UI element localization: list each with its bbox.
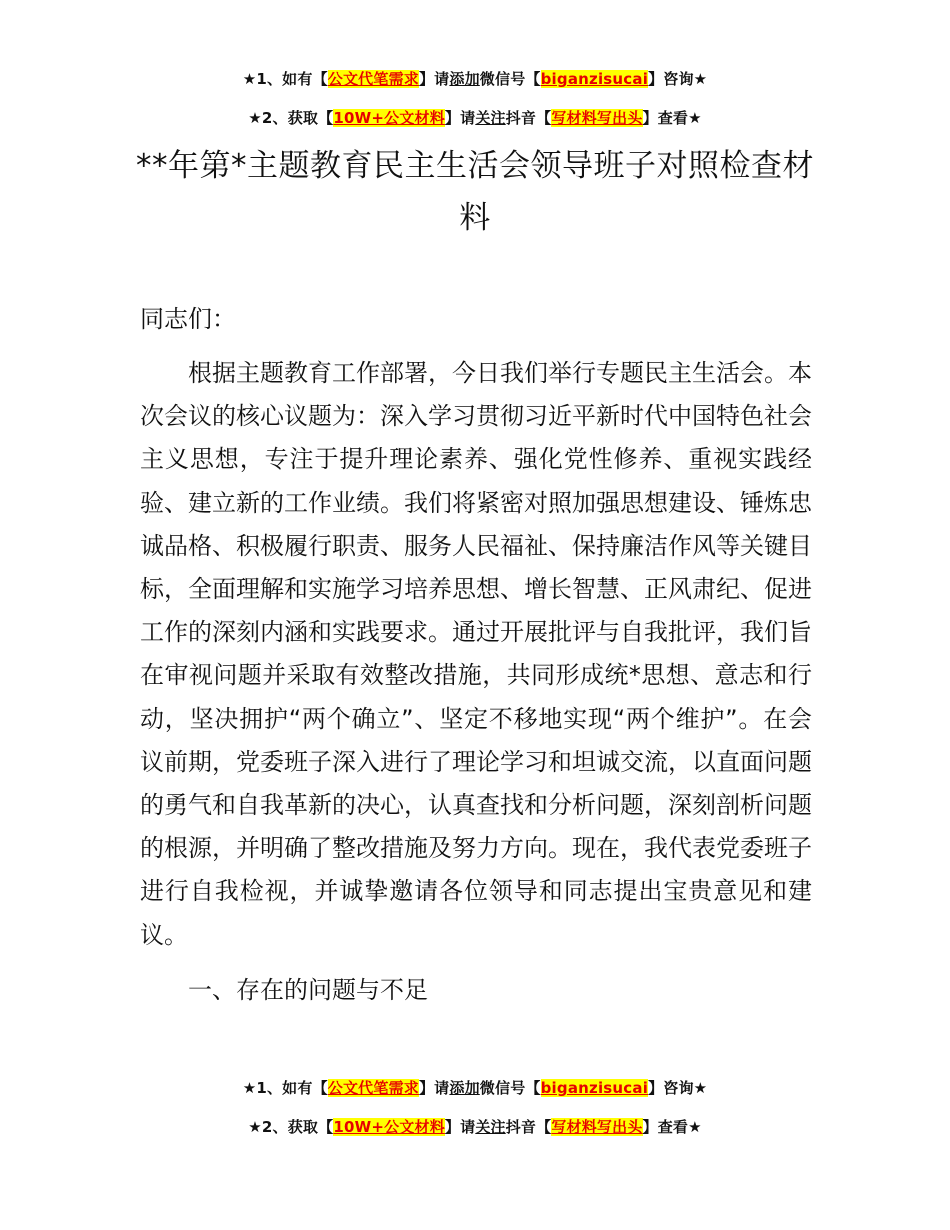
promo-text: 微信号【 — [479, 1079, 541, 1097]
promo-text: ★2、获取【 — [248, 109, 334, 127]
promo-highlight-ghostwriting: 公文代笔需求 — [327, 70, 419, 88]
promo-highlight-materials: 10W+公文材料 — [333, 1118, 445, 1136]
promo-emphasis-add: 添加 — [449, 70, 480, 88]
promo-text: 】请 — [418, 1079, 450, 1097]
promo-line-top-1 — [0, 68, 950, 89]
promo-text: 】查看★ — [642, 109, 702, 127]
promo-text: ★2、获取【 — [248, 1118, 334, 1136]
promo-text: 微信号【 — [479, 70, 541, 88]
greeting: 同志们： — [140, 305, 236, 333]
promo-highlight-wechat-id: biganzisucai — [540, 1079, 649, 1097]
promo-text: ★1、如有【 — [242, 1079, 328, 1097]
document-title: **年第*主题教育民主生活会领导班子对照检查材料 — [136, 148, 814, 236]
promo-emphasis-follow: 关注 — [475, 1118, 506, 1136]
promo-emphasis-add: 添加 — [449, 1079, 480, 1097]
promo-text: 】咨询★ — [648, 1079, 708, 1097]
promo-highlight-douyin: 写材料写出头 — [551, 109, 643, 127]
promo-highlight-ghostwriting: 公文代笔需求 — [327, 1079, 419, 1097]
promo-line-top-2 — [0, 107, 950, 128]
promo-text: 抖音【 — [505, 1118, 552, 1136]
section-heading-1: 一、存在的问题与不足 — [188, 976, 428, 1004]
promo-highlight-douyin: 写材料写出头 — [551, 1118, 643, 1136]
promo-text: 抖音【 — [505, 109, 552, 127]
promo-line-bottom-2 — [0, 1116, 950, 1137]
promo-highlight-materials: 10W+公文材料 — [333, 109, 445, 127]
promo-text: 】请 — [418, 70, 450, 88]
promo-emphasis-follow: 关注 — [475, 109, 506, 127]
promo-text: 】咨询★ — [648, 70, 708, 88]
promo-text: 】请 — [444, 109, 476, 127]
promo-text: 】请 — [444, 1118, 476, 1136]
promo-text: 】查看★ — [642, 1118, 702, 1136]
promo-highlight-wechat-id: biganzisucai — [540, 70, 649, 88]
promo-text: ★1、如有【 — [242, 70, 328, 88]
body-paragraph: 根据主题教育工作部署，今日我们举行专题民主生活会。本次会议的核心议题为：深入学习贯彻习近平新时代中国特色社会主义思想，专注于提升理论素养、强化党性修养、重视实践经验、建立新的工作业绩。我们将紧密对照加强思想建设、锤炼忠诚品格、积极履行职责、服务人民福祉、保持廉洁作风等关键目标，全面理解和实施学习培养思想、增长智慧、正风肃纪、促进工作的深刻内涵和实践要求。通过开展批评与自我批评，我们旨在审视问题并采取有效整改措施，共同形成统*思想、意志和行动，坚决拥护“两个确立”、坚定不移地实现“两个维护”。在会议前期，党委班子深入进行了理论学习和坦诚交流，以直面问题的勇气和自我革新的决心，认真查找和分析问题，深刻剖析问题的根源，并明确了整改措施及努力方向。现在，我代表党委班子进行自我检视，并诚挚邀请各位领导和同志提出宝贵意见和建议。 — [140, 359, 812, 949]
promo-line-bottom-1 — [0, 1077, 950, 1098]
